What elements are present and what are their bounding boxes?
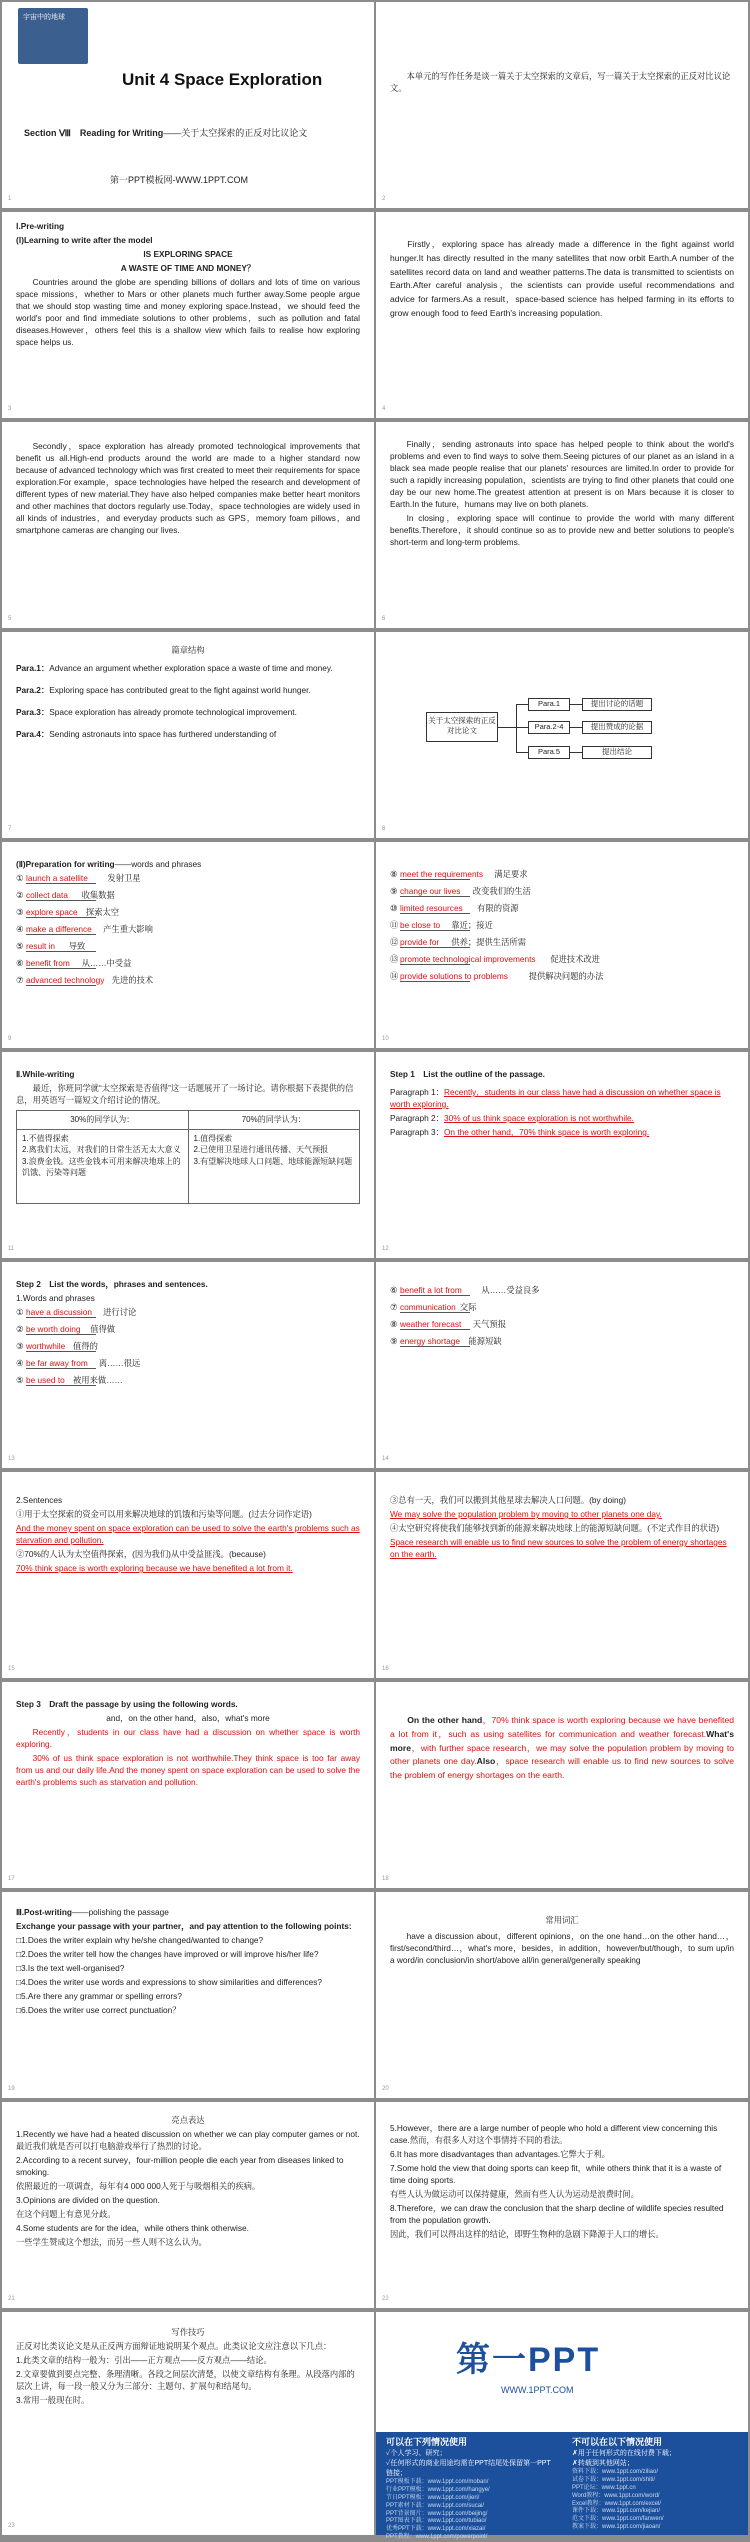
book-cover bbox=[18, 8, 88, 64]
page-number: 18 bbox=[382, 1876, 389, 1883]
essay-para-5: In closing，exploring space will continue to provide the world with many different benefits.Therefore，it should continue so as to provide new and better solutions to people's short-term and long-term problems. bbox=[390, 513, 734, 548]
item-number: ⑬ bbox=[390, 954, 399, 964]
step2-heading: Step 2 List the words，phrases and sentences. bbox=[16, 1279, 208, 1289]
answer-line bbox=[26, 1317, 96, 1318]
phrase-answer: worthwhile bbox=[26, 1341, 66, 1352]
structure-value: Space exploration has already promote technological improvement. bbox=[49, 707, 297, 718]
link-list-1[interactable]: PPT模板下载：www.1ppt.com/moban/ 行业PPT模板：www.1ppt.com/hangye/ 节日PPT模板：www.1ppt.com/jieri/ PPT素材下载：www.1ppt.com/sucai/ PPT背景图片：www.1ppt.com/beijing/ PPT图表下载：www.1ppt.com/tubiao/ 优秀PPT下载：www.1ppt.com/xiazai/ PPT教程：www.1ppt.com/powerpoint/ bbox=[386, 2479, 490, 2541]
highlight-list-2 bbox=[390, 2122, 734, 2240]
cell-70: 1.值得探索 2.已使用卫星进行通讯传播、天气预报 3.有望解决地球人口问题、地球能源短缺问题 bbox=[188, 1129, 360, 1203]
phrase-answer: be worth doing bbox=[26, 1324, 81, 1335]
phrase-meaning: 能源短缺 bbox=[468, 1336, 502, 1346]
task-intro: 最近，你班同学就“太空探索是否值得”这一话题展开了一场讨论。请你根据下表提供的信息，用英语写一篇短文介绍讨论的情况。 bbox=[16, 1083, 354, 1106]
item-number: ⑫ bbox=[390, 937, 399, 947]
page-number: 21 bbox=[8, 2296, 15, 2303]
highlight-item: 3.Opinions are divided on the question. bbox=[16, 2195, 160, 2206]
skills-intro: 正反对比类议论文是从正反两方面辩证地说明某个观点。此类议论文应注意以下几点： bbox=[16, 2341, 332, 2352]
highlight-item: 依照最近的一项调查，每年有4 000 000人死于与吸烟相关的疾病。 bbox=[16, 2181, 261, 2192]
phrase-answer: limited resources bbox=[400, 903, 463, 913]
highlight-item: 因此，我们可以得出这样的结论，即野生物种的急剧下降源于人口的增长。 bbox=[390, 2229, 664, 2240]
checklist-item: □6.Does the writer use correct punctuation？ bbox=[16, 2005, 181, 2016]
phrase-answer: promote technological improvements bbox=[400, 954, 536, 964]
structure-key: Para.2： bbox=[16, 685, 50, 696]
slide-20 bbox=[376, 1892, 748, 2098]
post-writing-main: Ⅲ.Post-writing bbox=[16, 1907, 72, 1917]
page-number: 13 bbox=[8, 1456, 15, 1463]
phrase-list-2 bbox=[390, 868, 734, 987]
checklist-item: □4.Does the writer use words and expressions to show similarities and differences? bbox=[16, 1977, 322, 1988]
outline-p1-answer: Recently，students in our class have had a discussion on whether space is worth exploring. bbox=[390, 1087, 721, 1110]
structure-title: 篇章结构 bbox=[171, 645, 205, 655]
highlight-item: 8.Therefore，we can draw the conclusion that the sharp decline of wildlife species resulted from the population growth. bbox=[390, 2203, 724, 2226]
structure-item bbox=[16, 728, 360, 740]
phrase-item bbox=[16, 940, 360, 957]
phrase-item bbox=[16, 1323, 360, 1340]
phrase-meaning: 从……受益良多 bbox=[481, 1285, 540, 1295]
page-number: 14 bbox=[382, 1456, 389, 1463]
essay-title-1: IS EXPLORING SPACE bbox=[143, 249, 233, 260]
item-number: ⑭ bbox=[390, 971, 399, 981]
pre-writing-heading: Ⅰ.Pre-writing bbox=[16, 221, 65, 231]
draft-body-3: ，space research will enable us to find new sources to solve the problem of energy shortages on the earth. bbox=[390, 1756, 735, 1780]
license-forbidden bbox=[572, 2436, 742, 2532]
slide-8 bbox=[376, 632, 748, 838]
highlight-item: 一些学生赞成这个想法，而另一些人则不这么认为。 bbox=[16, 2237, 207, 2248]
connector bbox=[570, 752, 582, 753]
slide-5 bbox=[2, 422, 374, 628]
answer-line bbox=[26, 934, 96, 935]
result-3-box: 提出结论 bbox=[582, 746, 652, 759]
connector bbox=[570, 727, 582, 728]
vocab-body: have a discussion about，different opinions，on the one hand…on the other hand…，first/second/third…，what's more，besides，in addition，however/but/though，to sum up/in a word/in conclusion/in short/above all/in general/generally speaking bbox=[390, 1931, 734, 1966]
result-2-box: 提出赞成的论据 bbox=[582, 721, 652, 734]
phrase-item bbox=[16, 906, 360, 923]
phrase-meaning: 值得做 bbox=[90, 1324, 116, 1335]
slide-7 bbox=[2, 632, 374, 838]
words-heading: 1.Words and phrases bbox=[16, 1293, 95, 1304]
structure-value: Sending astronauts into space has furthered understanding of bbox=[49, 729, 277, 740]
highlight-item: 在这个问题上有意见分歧。 bbox=[16, 2209, 116, 2220]
item-number: ⑨ bbox=[390, 886, 398, 896]
structure-key: Para.1： bbox=[16, 663, 50, 674]
slide-12 bbox=[376, 1052, 748, 1258]
phrase-answer: be far away from bbox=[26, 1358, 88, 1369]
page-number: 1 bbox=[8, 196, 12, 203]
answer-line bbox=[400, 964, 470, 965]
forbidden-text: ✗用于任何形式的在线付费下载； ✗转载到其他网站； bbox=[572, 2450, 676, 2468]
slide-22 bbox=[376, 2102, 748, 2308]
item-number: ③ bbox=[16, 1341, 24, 1352]
phrase-item bbox=[16, 1357, 360, 1374]
draft-body-1: ，70% think space is worth exploring because we have benefited a lot from it，such as using satellites for communication and weather forecast. bbox=[390, 1715, 734, 1739]
phrase-meaning: 先进的技术 bbox=[111, 975, 154, 986]
phrase-item bbox=[16, 1374, 360, 1391]
page-number: 4 bbox=[382, 406, 386, 413]
page-number: 9 bbox=[8, 1036, 12, 1043]
phrase-answer: benefit a lot from bbox=[400, 1285, 462, 1295]
phrase-answer: launch a satellite bbox=[26, 873, 88, 884]
phrase-meaning: 天气预报 bbox=[472, 1319, 506, 1329]
diagram-root: 关于太空探索的正反对比论文 bbox=[426, 712, 498, 742]
slide-15 bbox=[2, 1472, 374, 1678]
phrase-answer: be used to bbox=[26, 1375, 65, 1386]
skills-item: 2.文章要做到要点完整、条理清晰。各段之间层次清楚，以使文章结构有条理。从段落内部的层次上讲，每一段一般又分为三部分：主题句、扩展句和结尾句。 bbox=[16, 2369, 355, 2392]
structure-value: Advance an argument whether exploration space a waste of time and money. bbox=[49, 663, 333, 674]
also-word: Also bbox=[476, 1756, 496, 1767]
sentence-a3: We may solve the population problem by moving to other planets one day. bbox=[390, 1509, 662, 1520]
slide-19 bbox=[2, 1892, 374, 2098]
highlight-item: 4.Some students are for the idea，while others think otherwise. bbox=[16, 2223, 249, 2234]
highlight-item: 有些人认为做运动可以保持健康，然而有些人认为运动是浪费时间。 bbox=[390, 2189, 639, 2200]
essay-para-4: Finally，sending astronauts into space has helped people to think about the world's problems and even to find ways to solve them.Seeing pictures of our planet as an island in a black sea made people realise that our planets' resources are limited.In order to provide for such a rapidly increasing population，scientists are trying to find other planets that could one day be our new home.The greatest attention at present is on Mars because it is closer to Earth.In the future，humans may live on both planets. bbox=[390, 439, 734, 510]
linking-words: and，on the other hand，also，what's more bbox=[106, 1713, 270, 1724]
slide-16 bbox=[376, 1472, 748, 1678]
answer-line bbox=[400, 1329, 470, 1330]
structure-key: Para.3： bbox=[16, 707, 50, 718]
highlight-title: 亮点表达 bbox=[171, 2115, 205, 2125]
connector bbox=[516, 704, 517, 752]
site-text: 第一PPT模板网-WWW.1PPT.COM bbox=[110, 175, 248, 185]
phrase-meaning: 满足要求 bbox=[494, 869, 528, 879]
col-head-70: 70%的同学认为： bbox=[188, 1111, 360, 1130]
page-number: 10 bbox=[382, 1036, 389, 1043]
highlight-item: 5.However，there are a large number of people who hold a different view concerning this case.然而，有很多人对这个事情持不同的看法。 bbox=[390, 2123, 718, 2146]
item-number: ⑥ bbox=[16, 958, 24, 969]
phrase-meaning: 提供解决问题的办法 bbox=[528, 971, 604, 981]
checklist-item: □5.Are there any grammar or spelling errors? bbox=[16, 1991, 182, 2002]
structure-item bbox=[16, 706, 360, 718]
phrase-item bbox=[390, 1284, 734, 1301]
phrase-meaning: 发射卫星 bbox=[107, 873, 141, 884]
answer-line bbox=[26, 985, 96, 986]
answer-line bbox=[400, 981, 470, 982]
page-number: 8 bbox=[382, 826, 386, 833]
phrase-answer: change our lives bbox=[400, 886, 461, 896]
outline-p2-label: Paragraph 2： bbox=[390, 1113, 444, 1124]
phrase-answer: have a discussion bbox=[26, 1307, 92, 1318]
item-number: ⑤ bbox=[16, 941, 24, 952]
connector bbox=[516, 704, 528, 705]
item-number: ⑦ bbox=[390, 1302, 398, 1312]
phrase-item bbox=[16, 974, 360, 991]
phrase-meaning: 供养；提供生活所需 bbox=[451, 937, 526, 947]
phrase-meaning: 有限的资源 bbox=[477, 903, 519, 913]
answer-line bbox=[26, 1368, 96, 1369]
phrase-item bbox=[390, 1335, 734, 1352]
phrase-item bbox=[390, 885, 734, 902]
outline-p3-answer: On the other hand，70% think space is worth exploring. bbox=[443, 1127, 650, 1138]
item-number: ① bbox=[16, 1307, 24, 1318]
sentence-a1: And the money spent on space exploration can be used to solve the earth's problems such as starvation and pollution. bbox=[16, 1523, 360, 1546]
sentence-a4: Space research will enable us to find new sources to solve the problem of energy shortages on the earth. bbox=[390, 1537, 727, 1560]
outline-p1 bbox=[390, 1086, 734, 1110]
phrase-answer: make a difference bbox=[26, 924, 92, 935]
forbidden-heading: 不可以在以下情况使用 bbox=[572, 2437, 663, 2447]
prep-heading-sub: ——words and phrases bbox=[114, 859, 202, 869]
phrase-meaning: 促进技术改进 bbox=[550, 954, 600, 964]
sentence-a2: 70% think space is worth exploring because we have benefited a lot from it. bbox=[16, 1563, 293, 1574]
phrase-list-3 bbox=[16, 1306, 360, 1391]
section-title bbox=[24, 127, 307, 140]
item-number: ④ bbox=[16, 924, 24, 935]
col-head-30: 30%的同学认为： bbox=[17, 1111, 189, 1130]
page-number: 22 bbox=[382, 2296, 389, 2303]
slide-17 bbox=[2, 1682, 374, 1888]
unit-title: Unit 4 Space Exploration bbox=[122, 70, 323, 89]
phrase-item bbox=[390, 936, 734, 953]
whats-more-word: What's more bbox=[390, 1728, 734, 1753]
answer-line bbox=[400, 1346, 470, 1347]
page-number: 2 bbox=[382, 196, 386, 203]
item-number: ⑩ bbox=[390, 903, 398, 913]
phrase-meaning: 导致 bbox=[68, 941, 86, 952]
item-number: ⑨ bbox=[390, 1336, 398, 1346]
item-number: ⑪ bbox=[390, 920, 399, 930]
structure-key: Para.4： bbox=[16, 729, 50, 740]
allowed-heading: 可以在下列情况使用 bbox=[386, 2437, 468, 2447]
answer-line bbox=[26, 951, 96, 952]
phrase-list-1 bbox=[16, 872, 360, 991]
section-cn: ——关于太空探索的正反对比议论文 bbox=[163, 128, 308, 138]
phrase-answer: advanced technology bbox=[26, 975, 105, 986]
slide-11 bbox=[2, 1052, 374, 1258]
phrase-item bbox=[16, 957, 360, 974]
prep-heading bbox=[16, 858, 360, 870]
slide-24 bbox=[376, 2312, 748, 2541]
item-number: ⑦ bbox=[16, 975, 24, 986]
item-number: ② bbox=[16, 1324, 24, 1335]
phrase-answer: be close to bbox=[400, 920, 441, 930]
phrase-answer: communication bbox=[400, 1302, 456, 1312]
post-writing-heading bbox=[16, 1906, 360, 1918]
opinion-table bbox=[16, 1110, 360, 1204]
phrase-item bbox=[390, 970, 734, 987]
answer-line bbox=[26, 1334, 96, 1335]
slide-18 bbox=[376, 1682, 748, 1888]
phrase-meaning: 进行讨论 bbox=[103, 1307, 137, 1318]
checklist-item: □2.Does the writer tell how the changes have improved or will improve his/her life? bbox=[16, 1949, 319, 1960]
answer-line bbox=[400, 913, 470, 914]
structure-item bbox=[16, 662, 360, 674]
phrase-item bbox=[390, 1318, 734, 1335]
page-number: 16 bbox=[382, 1666, 389, 1673]
draft-para-3 bbox=[390, 1714, 734, 1783]
slide-9 bbox=[2, 842, 374, 1048]
page-number: 20 bbox=[382, 2086, 389, 2093]
phrase-item bbox=[16, 872, 360, 889]
highlight-item: 6.It has more disadvantages than advantages.它弊大于利。 bbox=[390, 2149, 610, 2160]
learning-heading: (Ⅰ)Learning to write after the model bbox=[16, 235, 153, 246]
phrase-meaning: 被用来做…… bbox=[73, 1375, 123, 1386]
slide-21 bbox=[2, 2102, 374, 2308]
skills-list bbox=[16, 2354, 360, 2406]
para-2-4-box: Para.2-4 bbox=[528, 721, 570, 734]
phrase-meaning: 值得的 bbox=[73, 1341, 98, 1352]
essay-para-3: Secondly，space exploration has already promoted technological improvements that benefit us all.High-end products around the world are made to a higher standard now because of advanced technology which was first created to meet their requirements for space exploration.For example，space technologies have helped the research and development of different types of new material.They have also helped companies make better heart monitors and other machines that doctors regularly use.Today，space technologies are widely used in all kinds of industries，and everyday products such as GPS，memory foam pillows，and smartphone cameras are changing our lives. bbox=[16, 441, 360, 536]
phrase-item bbox=[390, 868, 734, 885]
outline-p2 bbox=[390, 1112, 734, 1124]
phrase-answer: provide solutions to problems bbox=[400, 971, 508, 981]
phrase-item bbox=[390, 953, 734, 970]
checklist-lead: Exchange your passage with your partner，and pay attention to the following points: bbox=[16, 1921, 352, 1932]
checklist-item: □1.Does the writer explain why he/she changed/wanted to change? bbox=[16, 1935, 264, 1946]
page-number: 11 bbox=[8, 1246, 15, 1253]
phrase-meaning: 探索太空 bbox=[85, 907, 120, 918]
answer-line bbox=[400, 896, 470, 897]
logo-area bbox=[376, 2312, 748, 2432]
site-url: WWW.1PPT.COM bbox=[501, 2385, 574, 2395]
page-number: 6 bbox=[382, 616, 386, 623]
allowed-text: ✓个人学习、研究； ✓任何形式的商业用途均需在PPT结尾处保留第一PPT链接； bbox=[386, 2450, 551, 2478]
item-number: ③ bbox=[16, 907, 24, 918]
checklist bbox=[16, 1934, 360, 2016]
page-number: 5 bbox=[8, 616, 12, 623]
phrase-answer: explore space bbox=[26, 907, 78, 918]
item-number: ⑤ bbox=[16, 1375, 24, 1386]
skills-item: 1.此类文章的结构一般为：引出——正方观点——反方观点——结论。 bbox=[16, 2355, 272, 2366]
slide-23 bbox=[2, 2312, 374, 2535]
connector bbox=[570, 704, 582, 705]
page-number: 19 bbox=[8, 2086, 15, 2093]
slide-10 bbox=[376, 842, 748, 1048]
item-number: ⑥ bbox=[390, 1285, 398, 1295]
essay-para-2: Firstly，exploring space has already made a difference in the fight against world hunger.It has directly resulted in the many satellites that now orbit Earth.A number of the satellites record data on land and weather patterns.The data is transmitted to scientists on Earth.After careful analysis，the scientists can provide useful recommendations and advice for farmers.As a result，space-based science has helped farming in its efforts to grow enough food to feed Earth's increasing population. bbox=[390, 239, 734, 318]
outline-p1-label: Paragraph 1： bbox=[390, 1087, 444, 1098]
intro-text: 本单元的写作任务是谈一篇关于太空探索的文章后，写一篇关于太空探索的正反对比议论文。 bbox=[390, 71, 731, 94]
draft-para-2: 30% of us think space exploration is not worthwhile.They think space is too far away from us and our daily life.And the money spent on space exploration can be used to solve the earth's problems such as starvation and pollution. bbox=[16, 1753, 360, 1788]
sentence-q2: ②70%的人认为太空值得探索，(因为我们)从中受益匪浅。(because) bbox=[16, 1549, 266, 1560]
phrase-item bbox=[390, 919, 734, 936]
answer-line bbox=[26, 883, 96, 884]
phrase-item bbox=[16, 923, 360, 940]
phrase-answer: weather forecast bbox=[400, 1319, 462, 1329]
link-list-2[interactable]: 资料下载：www.1ppt.com/ziliao/ 试卷下载：www.1ppt.com/shiti/ PPT论坛：www.1ppt.cn Word教程：www.1ppt.com/word/ Excel教程：www.1ppt.com/excel/ 课件下载：www.1ppt.com/kejian/ 范文下载：www.1ppt.com/fanwen/ 教案下载：www.1ppt.com/jiaoan/ bbox=[572, 2469, 664, 2530]
structure-list bbox=[16, 662, 360, 740]
highlight-item: 1.Recently we have had a heated discussion on whether we can play computer games or not.最近我们就是否可以打电脑游戏举行了热烈的讨论。 bbox=[16, 2129, 360, 2152]
phrase-answer: result in bbox=[26, 941, 56, 952]
page-number: 7 bbox=[8, 826, 12, 833]
license-panel bbox=[376, 2432, 748, 2541]
phrase-answer: energy shortage bbox=[400, 1336, 460, 1346]
highlight-list bbox=[16, 2128, 360, 2248]
para-1-box: Para.1 bbox=[528, 698, 570, 711]
cell-30: 1.不值得探索 2.离我们太远，对我们的日常生活无太大意义 3.浪费金钱。这些金钱本可用来解决地球上的饥饿、污染等问题 bbox=[17, 1129, 189, 1203]
phrase-item bbox=[16, 1340, 360, 1357]
checklist-item: □3.Is the text well-organised? bbox=[16, 1963, 125, 1974]
slide-6 bbox=[376, 422, 748, 628]
item-number: ⑧ bbox=[390, 869, 398, 879]
license-allowed bbox=[386, 2436, 556, 2542]
draft-para-1: Recently，students in our class have had a discussion on whether space is worth exploring. bbox=[16, 1727, 360, 1750]
book-title: 宇宙中的地球 bbox=[23, 14, 65, 21]
slide-13 bbox=[2, 1262, 374, 1468]
sentence-q1: ①用于太空探索的资金可以用来解决地球的饥饿和污染等问题。(过去分词作定语) bbox=[16, 1509, 312, 1520]
vocab-title: 常用词汇 bbox=[545, 1915, 579, 1925]
phrase-meaning: 交际 bbox=[459, 1302, 477, 1312]
slide-4 bbox=[376, 212, 748, 418]
step1-heading: Step 1 List the outline of the passage. bbox=[390, 1069, 545, 1079]
outline-p3 bbox=[390, 1126, 734, 1138]
prep-heading-main: (Ⅱ)Preparation for writing bbox=[16, 859, 115, 869]
essay-title-2: A WASTE OF TIME AND MONEY？ bbox=[120, 263, 256, 274]
site-logo: 第一PPT bbox=[456, 2341, 601, 2379]
draft-body-2: ，with further space research，we may solve the population problem by moving to other planets one day. bbox=[390, 1742, 734, 1767]
phrase-meaning: 收集数据 bbox=[81, 890, 115, 901]
phrase-meaning: 从……中受益 bbox=[81, 958, 132, 969]
answer-line bbox=[400, 1295, 470, 1296]
phrase-item bbox=[16, 889, 360, 906]
skills-item: 3.常用一般现在时。 bbox=[16, 2395, 90, 2406]
page-number: 12 bbox=[382, 1246, 389, 1253]
while-writing-heading: Ⅱ.While-writing bbox=[16, 1069, 75, 1079]
phrase-item bbox=[16, 1306, 360, 1323]
slide-3 bbox=[2, 212, 374, 418]
phrase-answer: collect data bbox=[26, 890, 68, 901]
phrase-meaning: 离……很远 bbox=[98, 1358, 141, 1369]
lead-word: On the other hand bbox=[407, 1715, 483, 1725]
structure-item bbox=[16, 684, 360, 696]
phrase-list-4 bbox=[390, 1284, 734, 1352]
connector bbox=[498, 727, 516, 728]
highlight-item: 2.According to a recent survey，four-million people die each year from diseases linked to smoking. bbox=[16, 2155, 344, 2178]
answer-line bbox=[400, 879, 470, 880]
sentences-heading: 2.Sentences bbox=[16, 1495, 63, 1505]
para-5-box: Para.5 bbox=[528, 746, 570, 759]
page-number: 23 bbox=[8, 2523, 15, 2530]
skills-title: 写作技巧 bbox=[171, 2327, 205, 2337]
sentence-q4: ④太空研究将使我们能够找到新的能源来解决地球上的能源短缺问题。(不定式作目的状语) bbox=[390, 1523, 720, 1534]
essay-para-1: Countries around the globe are spending billions of dollars and lots of time on various space missions，whether to Mars or other planets much further away.Some people argue that we should stop wasting time and money exploring space.Instead，we should feed the world's poor and find immediate solutions to other problems，such as pollution and fatal diseases.However，others feel this is a shallow view which fails to realise how exploring space helps us. bbox=[16, 277, 360, 348]
step3-heading: Step 3 Draft the passage by using the following words. bbox=[16, 1699, 238, 1709]
outline-p2-answer: 30% of us think space exploration is not worthwhile. bbox=[443, 1113, 634, 1124]
phrase-answer: provide for bbox=[400, 937, 440, 947]
phrase-meaning: 产生重大影响 bbox=[103, 924, 153, 935]
sentence-q3: ③总有一天，我们可以搬到其他星球去解决人口问题。(by doing) bbox=[390, 1495, 627, 1505]
item-number: ④ bbox=[16, 1358, 24, 1369]
page-number: 17 bbox=[8, 1876, 15, 1883]
connector bbox=[516, 752, 528, 753]
phrase-meaning: 改变我们的生活 bbox=[472, 886, 531, 896]
item-number: ⑧ bbox=[390, 1319, 398, 1329]
phrase-answer: meet the requirements bbox=[400, 869, 484, 879]
phrase-meaning: 靠近；接近 bbox=[451, 920, 493, 930]
phrase-item bbox=[390, 902, 734, 919]
phrase-item bbox=[390, 1301, 734, 1318]
page-number: 3 bbox=[8, 406, 12, 413]
structure-value: Exploring space has contributed great to the fight against world hunger. bbox=[49, 685, 311, 696]
highlight-item: 7.Some hold the view that doing sports can keep fit，while others think that it is a waste of time doing sports. bbox=[390, 2163, 722, 2186]
item-number: ① bbox=[16, 873, 24, 884]
item-number: ② bbox=[16, 890, 24, 901]
phrase-answer: benefit from bbox=[26, 958, 70, 969]
post-writing-sub: ——polishing the passage bbox=[71, 1907, 169, 1917]
slide-2 bbox=[376, 2, 748, 208]
result-1-box: 提出讨论的话题 bbox=[582, 698, 652, 711]
page-number: 15 bbox=[8, 1666, 15, 1673]
slide-1 bbox=[2, 2, 374, 208]
section-label: Section Ⅷ Reading for Writing bbox=[24, 128, 164, 138]
connector bbox=[516, 727, 528, 728]
outline-p3-label: Paragraph 3： bbox=[390, 1127, 444, 1138]
slide-14 bbox=[376, 1262, 748, 1468]
